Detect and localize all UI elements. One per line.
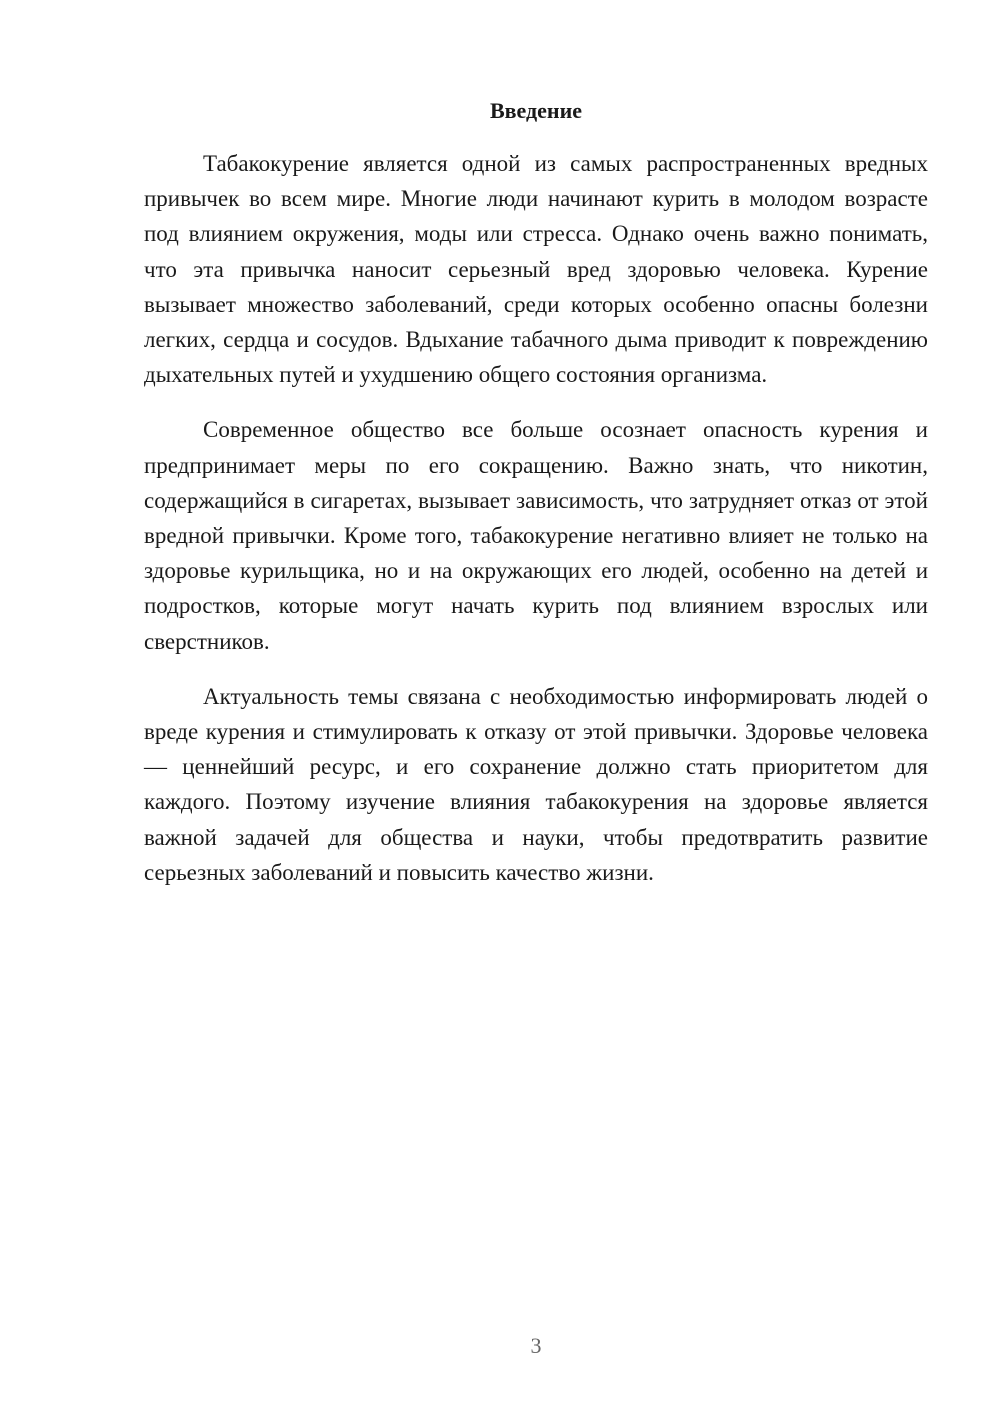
page-content: [144, 96, 928, 910]
paragraph-2: Современное общество все больше осознает опасность курения и предпринимает меры по его сокращению. Важно знать, что никотин, содержащийся в сигаретах, вызывает зависимость, что затрудняет отказ от этой вредной привычки. Кроме того, табакокурение негативно влияет не только на здоровье курильщика, но и на окружающих его людей, особенно на детей и подростков, которые могут начать курить под влиянием взрослых или сверстников.: [144, 417, 928, 654]
section-heading: Введение: [489, 98, 583, 123]
paragraph-3: Актуальность темы связана с необходимостью информировать людей о вреде курения и стимулировать к отказу от этой привычки. Здоровье человека — ценнейший ресурс, и его сохранение должно стать приоритетом для каждого. Поэтому изучение влияния табакокурения на здоровье является важной задачей для общества и науки, чтобы предотвратить развитие серьезных заболеваний и повысить качество жизни.: [144, 683, 928, 885]
page-number: 3: [530, 1333, 542, 1358]
paragraph-1: Табакокурение является одной из самых распространенных вредных привычек во всем мире. Многие люди начинают курить в молодом возрасте под влиянием окружения, моды или стресса. Однако очень важно понимать, что эта привычка наносит серьезный вред здоровью человека. Курение вызывает множество заболеваний, среди которых особенно опасны болезни легких, сердца и сосудов. Вдыхание табачного дыма приводит к повреждению дыхательных путей и ухудшению общего состояния организма.: [144, 151, 928, 388]
